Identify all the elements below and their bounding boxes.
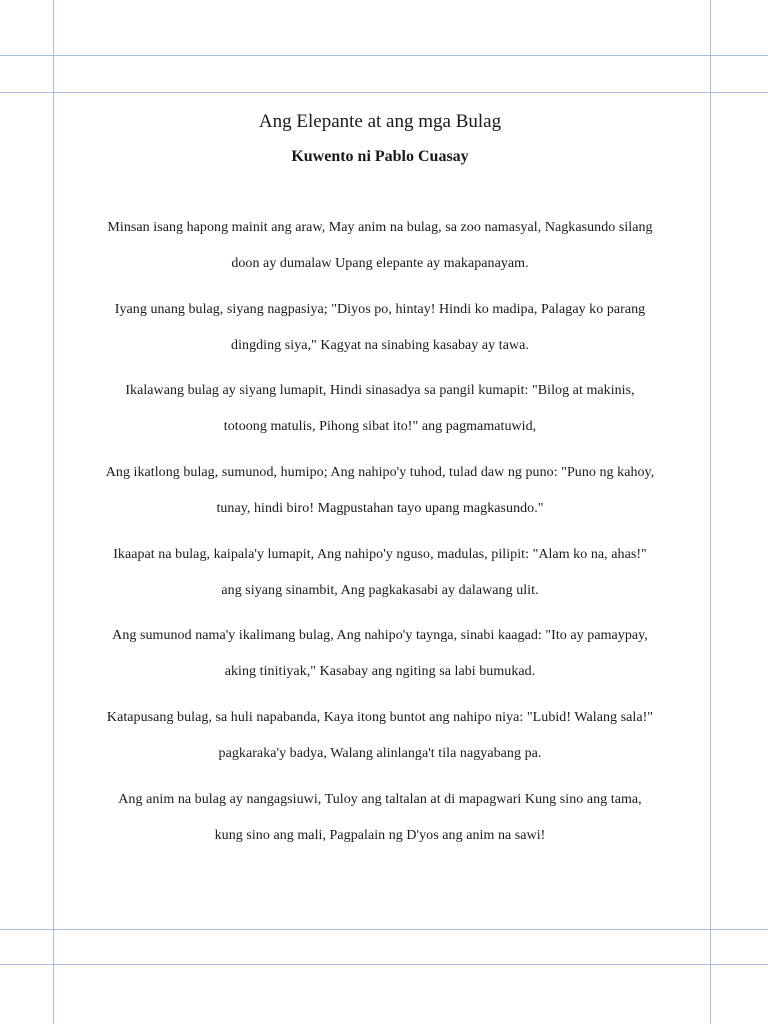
stanza-line: Ikaapat na bulag, kaipala'y lumapit, Ang nahipo'y nguso, madulas, pilipit: "Alam ko na, ahas!" bbox=[113, 546, 647, 562]
stanza-line: kung sino ang mali, Pagpalain ng D'yos ang anim na sawi! bbox=[214, 827, 546, 843]
stanza bbox=[80, 373, 680, 455]
stanza-line: Katapusang bulag, sa huli napabanda, Kaya itong buntot ang nahipo niya: "Lubid! Walang sala!" bbox=[106, 710, 654, 726]
top-margin-guide bbox=[0, 55, 768, 56]
stanza-line: doon ay dumalaw Upang elepante ay makapanayam. bbox=[231, 256, 529, 271]
stanza-line: Ang ikatlong bulag, sumunod, humipo; Ang nahipo'y tuhod, tulad daw ng puno: "Puno ng kahoy, bbox=[105, 465, 655, 481]
stanza-line: Iyang unang bulag, siyang nagpasiya; "Diyos po, hintay! Hindi ko madipa, Palagay ko parang bbox=[114, 301, 646, 317]
stanza bbox=[80, 537, 680, 619]
bottom-margin-guide bbox=[0, 964, 768, 965]
stanza bbox=[80, 618, 680, 700]
poem-stanzas bbox=[80, 210, 680, 864]
right-margin-guide bbox=[710, 0, 711, 1024]
left-margin-guide bbox=[53, 0, 54, 1024]
stanza bbox=[80, 292, 680, 374]
stanza-line: Ikalawang bulag ay siyang lumapit, Hindi sinasadya sa pangil kumapit: "Bilog at makinis, bbox=[125, 383, 635, 399]
document-subtitle: Kuwento ni Pablo Cuasay bbox=[291, 148, 469, 165]
stanza-line: dingding siya," Kagyat na sinabing kasabay ay tawa. bbox=[231, 337, 529, 353]
stanza bbox=[80, 782, 680, 864]
header-margin-guide bbox=[0, 92, 768, 93]
stanza-line: pagkaraka'y badya, Walang alinlanga't tila nagyabang pa. bbox=[218, 746, 542, 762]
stanza-line: Minsan isang hapong mainit ang araw, May anim na bulag, sa zoo namasyal, Nagkasundo silang bbox=[107, 220, 653, 235]
stanza bbox=[80, 700, 680, 782]
document-title: Ang Elepante at ang mga Bulag bbox=[258, 111, 502, 132]
stanza-line: aking tinitiyak," Kasabay ang ngiting sa labi bumukad. bbox=[224, 664, 536, 680]
footer-margin-guide bbox=[0, 929, 768, 930]
stanza-line: tunay, hindi biro! Magpustahan tayo upang magkasundo." bbox=[216, 501, 544, 517]
stanza-line: totoong matulis, Pihong sibat ito!" ang pagmamatuwid, bbox=[223, 419, 537, 435]
stanza-line: Ang sumunod nama'y ikalimang bulag, Ang nahipo'y taynga, sinabi kaagad: "Ito ay pamaypay, bbox=[112, 628, 648, 644]
stanza bbox=[80, 455, 680, 537]
stanza-line: ang siyang sinambit, Ang pagkakasabi ay dalawang ulit. bbox=[221, 582, 539, 598]
stanza-line: Ang anim na bulag ay nangagsiuwi, Tuloy ang taltalan at di mapagwari Kung sino ang tama, bbox=[118, 791, 642, 807]
stanza bbox=[80, 210, 680, 292]
